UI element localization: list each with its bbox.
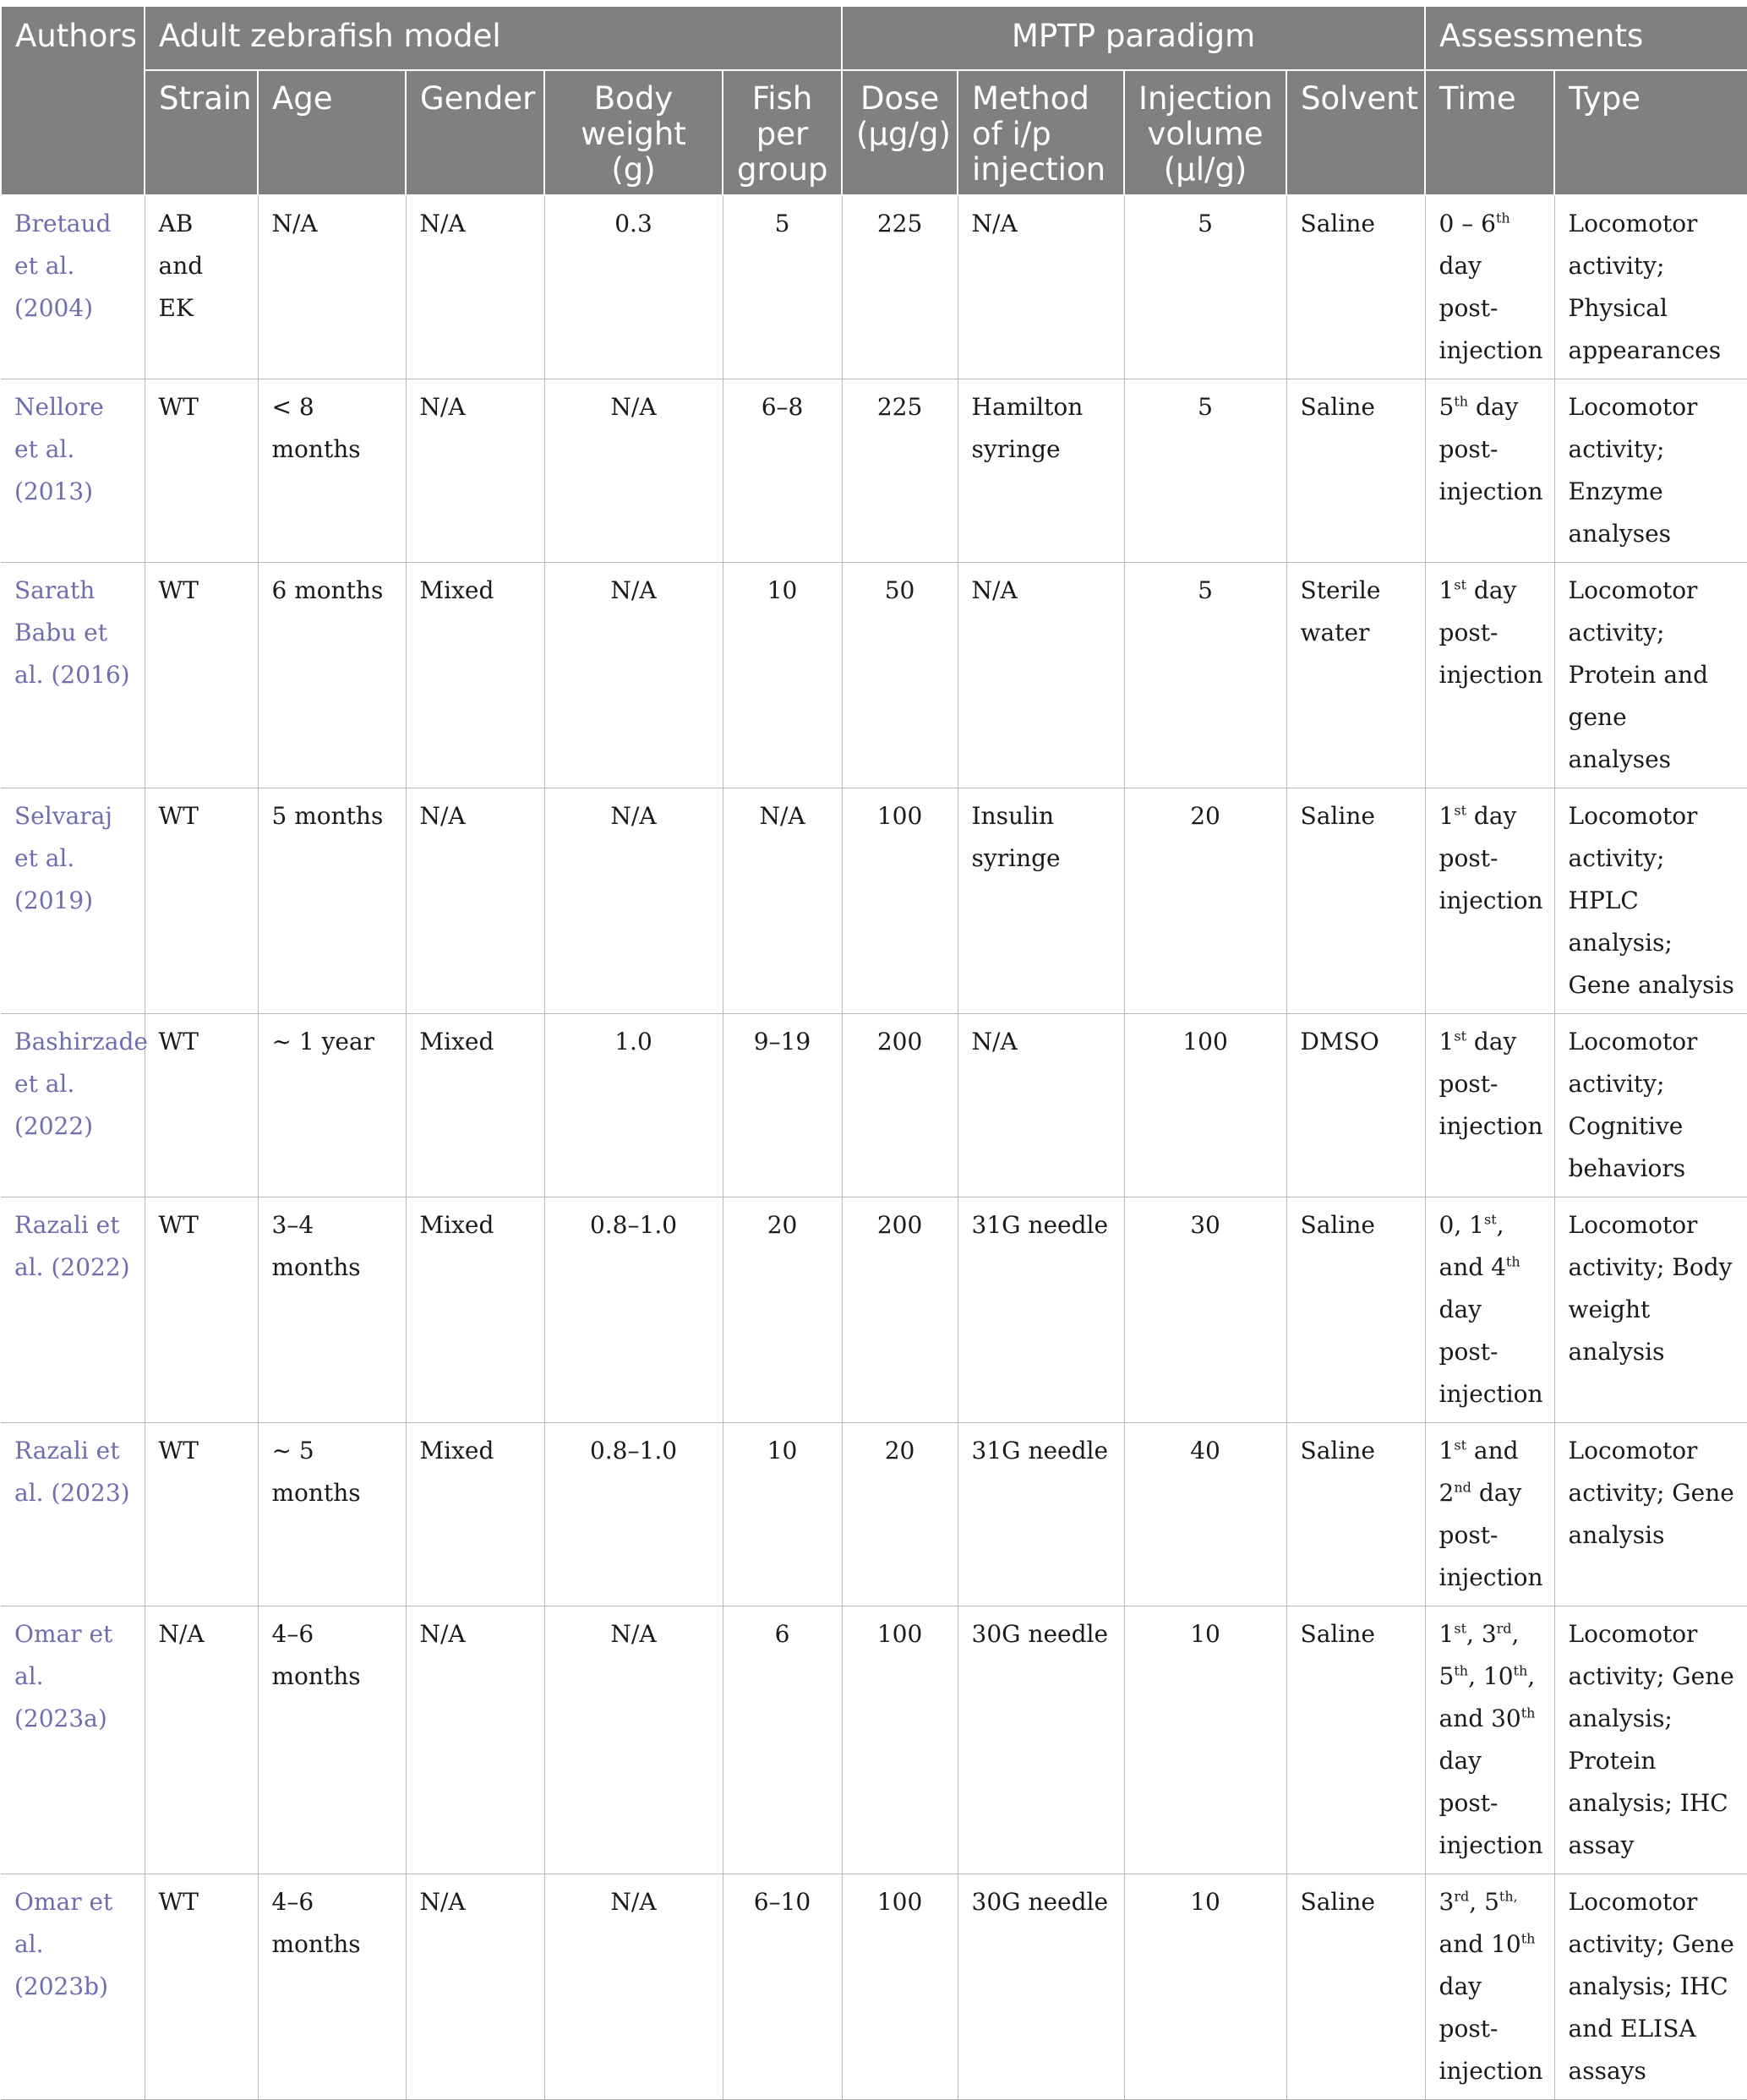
- header-type: Type: [1554, 70, 1747, 195]
- body-weight-cell: N/A: [544, 1606, 723, 1874]
- solvent-cell: Saline: [1286, 1423, 1425, 1606]
- header-column-row: [1, 70, 1747, 195]
- dose-cell: 200: [842, 1014, 958, 1197]
- injection-volume-cell: 10: [1124, 1874, 1286, 2100]
- time-cell: 0, 1st, and 4th day post-injection: [1425, 1197, 1554, 1423]
- injection-volume-cell: 10: [1124, 1606, 1286, 1874]
- table-row: [1, 788, 1747, 1014]
- header-strain: Strain: [145, 70, 258, 195]
- table-row: [1, 1197, 1747, 1423]
- header-method: Method of i/p injection: [958, 70, 1124, 195]
- header-group-assessments: Assessments: [1425, 7, 1747, 70]
- header-gender: Gender: [406, 70, 544, 195]
- age-cell: ~ 1 year: [258, 1014, 406, 1197]
- body-weight-cell: N/A: [544, 379, 723, 563]
- solvent-cell: Saline: [1286, 195, 1425, 379]
- time-cell: 1st day post-injection: [1425, 563, 1554, 788]
- solvent-cell: Saline: [1286, 788, 1425, 1014]
- gender-cell: Mixed: [406, 1423, 544, 1606]
- body-weight-cell: 0.3: [544, 195, 723, 379]
- dose-cell: 225: [842, 379, 958, 563]
- body-weight-cell: 0.8–1.0: [544, 1197, 723, 1423]
- time-cell: 0 – 6th day post-injection: [1425, 195, 1554, 379]
- gender-cell: N/A: [406, 1606, 544, 1874]
- dose-cell: 225: [842, 195, 958, 379]
- table-row: [1, 1874, 1747, 2100]
- type-cell: Locomotor activity; Cognitive behaviors: [1554, 1014, 1747, 1197]
- solvent-cell: DMSO: [1286, 1014, 1425, 1197]
- table-row: [1, 1014, 1747, 1197]
- injection-volume-cell: 5: [1124, 195, 1286, 379]
- mptp-zebrafish-table: [0, 7, 1747, 2100]
- type-cell: Locomotor activity; Gene analysis; IHC and ELISA assays: [1554, 1874, 1747, 2100]
- body-weight-cell: 0.8–1.0: [544, 1423, 723, 1606]
- strain-cell: AB and EK: [145, 195, 258, 379]
- author-link[interactable]: Razali et al. (2022): [1, 1197, 145, 1423]
- header-group-mptp: MPTP paradigm: [842, 7, 1425, 70]
- strain-cell: WT: [145, 1197, 258, 1423]
- author-link[interactable]: Selvaraj et al. (2019): [1, 788, 145, 1014]
- gender-cell: N/A: [406, 195, 544, 379]
- header-body-weight: Body weight (g): [544, 70, 723, 195]
- age-cell: ~ 5 months: [258, 1423, 406, 1606]
- time-cell: 1st and 2nd day post-injection: [1425, 1423, 1554, 1606]
- type-cell: Locomotor activity; Physical appearances: [1554, 195, 1747, 379]
- dose-cell: 50: [842, 563, 958, 788]
- solvent-cell: Saline: [1286, 1874, 1425, 2100]
- age-cell: 4–6 months: [258, 1874, 406, 2100]
- injection-volume-cell: 100: [1124, 1014, 1286, 1197]
- header-age: Age: [258, 70, 406, 195]
- body-weight-cell: N/A: [544, 788, 723, 1014]
- time-cell: 5th day post-injection: [1425, 379, 1554, 563]
- type-cell: Locomotor activity; Body weight analysis: [1554, 1197, 1747, 1423]
- type-cell: Locomotor activity; Enzyme analyses: [1554, 379, 1747, 563]
- table-row: [1, 1606, 1747, 1874]
- gender-cell: N/A: [406, 788, 544, 1014]
- author-link[interactable]: Nellore et al. (2013): [1, 379, 145, 563]
- type-cell: Locomotor activity; Gene analysis: [1554, 1423, 1747, 1606]
- dose-cell: 20: [842, 1423, 958, 1606]
- injection-volume-cell: 30: [1124, 1197, 1286, 1423]
- header-solvent: Solvent: [1286, 70, 1425, 195]
- time-cell: 1st, 3rd, 5th, 10th, and 30th day post-injection: [1425, 1606, 1554, 1874]
- strain-cell: WT: [145, 1423, 258, 1606]
- body-weight-cell: N/A: [544, 563, 723, 788]
- solvent-cell: Saline: [1286, 1197, 1425, 1423]
- header-group-model: Adult zebrafish model: [145, 7, 842, 70]
- injection-volume-cell: 5: [1124, 563, 1286, 788]
- age-cell: 3–4 months: [258, 1197, 406, 1423]
- body-weight-cell: 1.0: [544, 1014, 723, 1197]
- fish-per-group-cell: 10: [723, 563, 842, 788]
- age-cell: 6 months: [258, 563, 406, 788]
- table-body: [1, 195, 1747, 2100]
- gender-cell: Mixed: [406, 1014, 544, 1197]
- table-header: [1, 7, 1747, 195]
- header-dose: Dose (µg/g): [842, 70, 958, 195]
- type-cell: Locomotor activity; Protein and gene analyses: [1554, 563, 1747, 788]
- method-cell: 31G needle: [958, 1423, 1124, 1606]
- author-link[interactable]: Sarath Babu et al. (2016): [1, 563, 145, 788]
- age-cell: 5 months: [258, 788, 406, 1014]
- author-link[interactable]: Omar et al. (2023b): [1, 1874, 145, 2100]
- method-cell: Insulin syringe: [958, 788, 1124, 1014]
- author-link[interactable]: Bretaud et al. (2004): [1, 195, 145, 379]
- table-row: [1, 379, 1747, 563]
- time-cell: 3rd, $5^{th,}$ and 10th day post-injection: [1425, 1874, 1554, 2100]
- author-link[interactable]: Bashirzade et al. (2022): [1, 1014, 145, 1197]
- fish-per-group-cell: 5: [723, 195, 842, 379]
- injection-volume-cell: 20: [1124, 788, 1286, 1014]
- table-row: [1, 563, 1747, 788]
- fish-per-group-cell: 10: [723, 1423, 842, 1606]
- header-injection-volume: Injection volume (µl/g): [1124, 70, 1286, 195]
- strain-cell: WT: [145, 1874, 258, 2100]
- strain-cell: WT: [145, 379, 258, 563]
- fish-per-group-cell: 6–10: [723, 1874, 842, 2100]
- method-cell: N/A: [958, 195, 1124, 379]
- dose-cell: 100: [842, 788, 958, 1014]
- table-row: [1, 195, 1747, 379]
- strain-cell: WT: [145, 788, 258, 1014]
- header-authors: Authors: [1, 7, 145, 195]
- author-link[interactable]: Omar et al. (2023a): [1, 1606, 145, 1874]
- header-group-row: [1, 7, 1747, 70]
- method-cell: N/A: [958, 1014, 1124, 1197]
- author-link[interactable]: Razali et al. (2023): [1, 1423, 145, 1606]
- strain-cell: N/A: [145, 1606, 258, 1874]
- solvent-cell: Saline: [1286, 1606, 1425, 1874]
- method-cell: 30G needle: [958, 1606, 1124, 1874]
- gender-cell: Mixed: [406, 1197, 544, 1423]
- age-cell: 4–6 months: [258, 1606, 406, 1874]
- method-cell: N/A: [958, 563, 1124, 788]
- fish-per-group-cell: N/A: [723, 788, 842, 1014]
- fish-per-group-cell: 20: [723, 1197, 842, 1423]
- time-cell: 1st day post-injection: [1425, 1014, 1554, 1197]
- type-cell: Locomotor activity; Gene analysis; Protein analysis; IHC assay: [1554, 1606, 1747, 1874]
- solvent-cell: Saline: [1286, 379, 1425, 563]
- time-cell: 1st day post-injection: [1425, 788, 1554, 1014]
- body-weight-cell: N/A: [544, 1874, 723, 2100]
- age-cell: N/A: [258, 195, 406, 379]
- method-cell: 30G needle: [958, 1874, 1124, 2100]
- injection-volume-cell: 5: [1124, 379, 1286, 563]
- header-time: Time: [1425, 70, 1554, 195]
- gender-cell: N/A: [406, 1874, 544, 2100]
- fish-per-group-cell: 6–8: [723, 379, 842, 563]
- solvent-cell: Sterile water: [1286, 563, 1425, 788]
- strain-cell: WT: [145, 563, 258, 788]
- age-cell: < 8 months: [258, 379, 406, 563]
- method-cell: Hamilton syringe: [958, 379, 1124, 563]
- table-row: [1, 1423, 1747, 1606]
- dose-cell: 200: [842, 1197, 958, 1423]
- dose-cell: 100: [842, 1874, 958, 2100]
- type-cell: Locomotor activity; HPLC analysis; Gene analysis: [1554, 788, 1747, 1014]
- fish-per-group-cell: 9–19: [723, 1014, 842, 1197]
- header-fish-per-group: Fish per group: [723, 70, 842, 195]
- strain-cell: WT: [145, 1014, 258, 1197]
- injection-volume-cell: 40: [1124, 1423, 1286, 1606]
- fish-per-group-cell: 6: [723, 1606, 842, 1874]
- gender-cell: N/A: [406, 379, 544, 563]
- method-cell: 31G needle: [958, 1197, 1124, 1423]
- dose-cell: 100: [842, 1606, 958, 1874]
- gender-cell: Mixed: [406, 563, 544, 788]
